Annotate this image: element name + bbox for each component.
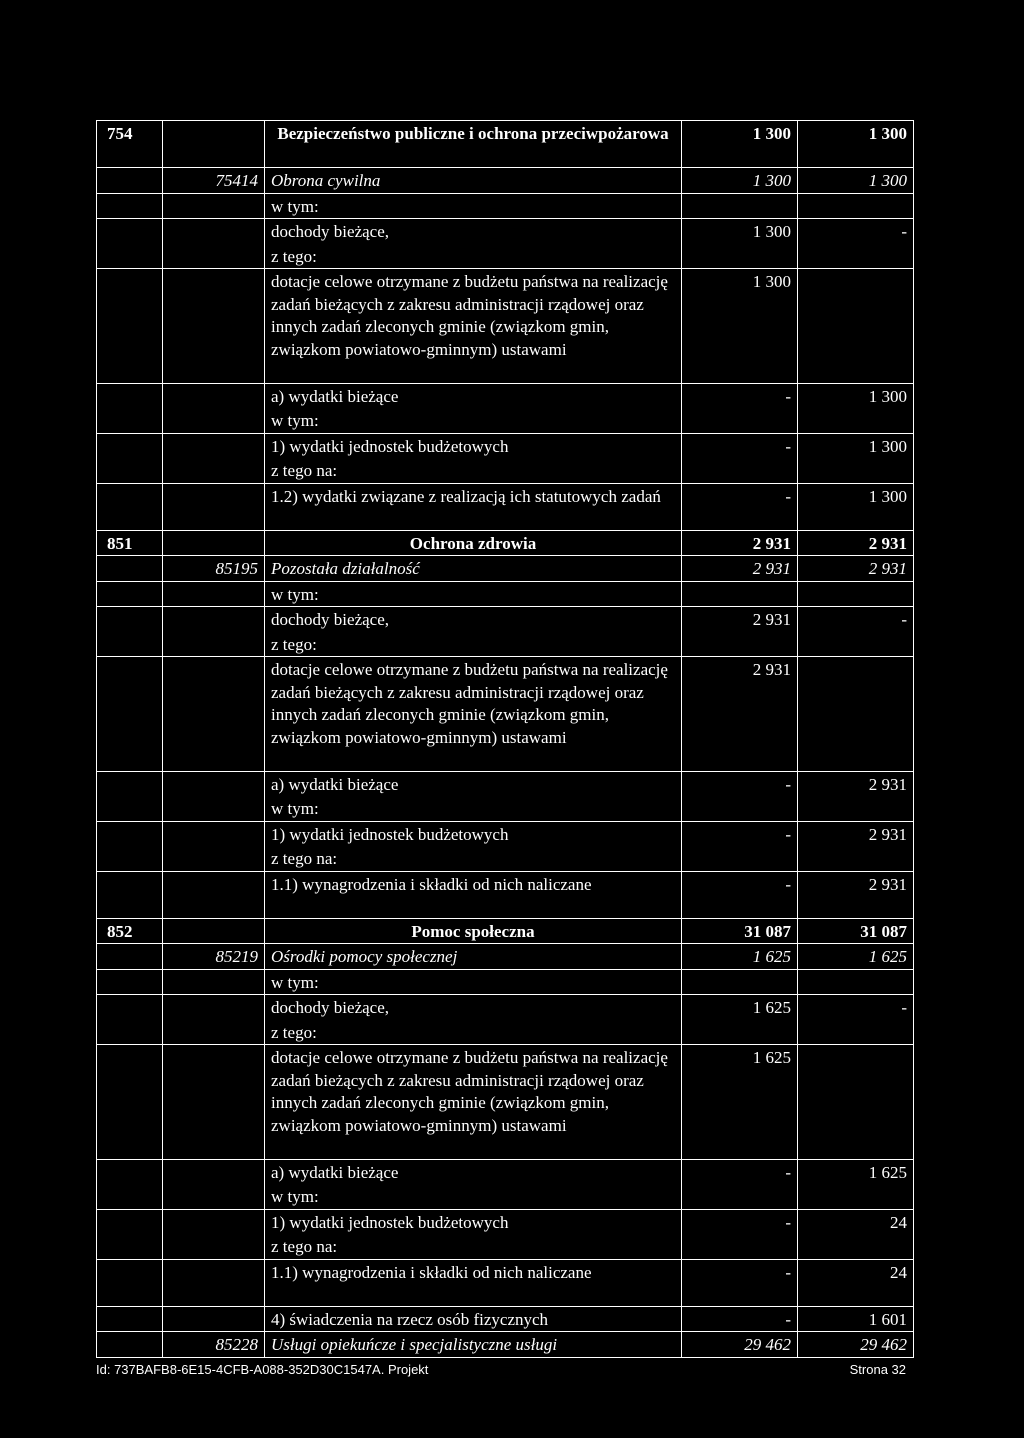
table-row xyxy=(97,1045,914,1160)
table-row xyxy=(97,771,914,796)
dzial-code-cell xyxy=(97,1234,163,1259)
rozdzial-code-cell xyxy=(163,846,265,871)
dzial-code-cell xyxy=(97,995,163,1020)
income-amount-cell: - xyxy=(682,1159,798,1184)
dzial-code-cell xyxy=(97,871,163,918)
subsection-row xyxy=(97,556,914,582)
expense-amount-cell xyxy=(798,657,914,772)
income-amount-cell xyxy=(682,581,798,607)
description-cell: dotacje celowe otrzymane z budżetu państwa na realizację zadań bieżących z zakresu administracji rządowej oraz innych zadań zleconych gminie (związkom gmin, związkom powiatowo-gminnym) ustawami xyxy=(265,269,682,384)
description-cell: 1.1) wynagrodzenia i składki od nich naliczane xyxy=(265,1259,682,1306)
description-cell: 1) wydatki jednostek budżetowych xyxy=(265,433,682,458)
table-row xyxy=(97,1306,914,1332)
description-cell: Bezpieczeństwo publiczne i ochrona przeciwpożarowa xyxy=(265,121,682,168)
dzial-code-cell xyxy=(97,269,163,384)
description-cell: z tego: xyxy=(265,244,682,269)
income-amount-cell: - xyxy=(682,871,798,918)
description-cell: 1.2) wydatki związane z realizacją ich statutowych zadań xyxy=(265,483,682,530)
income-amount-cell: - xyxy=(682,433,798,458)
rozdzial-code-cell xyxy=(163,607,265,632)
table-row xyxy=(97,244,914,269)
table-row xyxy=(97,433,914,458)
description-cell: dotacje celowe otrzymane z budżetu państwa na realizację zadań bieżących z zakresu administracji rządowej oraz innych zadań zleconych gminie (związkom gmin, związkom powiatowo-gminnym) ustawami xyxy=(265,1045,682,1160)
table-row xyxy=(97,821,914,846)
expense-amount-cell xyxy=(798,632,914,657)
rozdzial-code-cell xyxy=(163,383,265,408)
rozdzial-code-cell xyxy=(163,1259,265,1306)
dzial-code-cell xyxy=(97,969,163,995)
expense-amount-cell: - xyxy=(798,995,914,1020)
table-row xyxy=(97,581,914,607)
income-amount-cell: - xyxy=(682,383,798,408)
table-row xyxy=(97,219,914,244)
rozdzial-code-cell xyxy=(163,408,265,433)
dzial-code-cell xyxy=(97,1209,163,1234)
dzial-code-cell xyxy=(97,1259,163,1306)
expense-amount-cell xyxy=(798,1020,914,1045)
dzial-code-cell xyxy=(97,1020,163,1045)
income-amount-cell xyxy=(682,193,798,219)
budget-table-body xyxy=(97,121,914,1358)
dzial-code-cell xyxy=(97,607,163,632)
description-cell: Pozostała działalność xyxy=(265,556,682,582)
dzial-code-cell xyxy=(97,168,163,194)
expense-amount-cell xyxy=(798,458,914,483)
description-cell: 4) świadczenia na rzecz osób fizycznych xyxy=(265,1306,682,1332)
income-amount-cell: 1 625 xyxy=(682,995,798,1020)
rozdzial-code-cell xyxy=(163,581,265,607)
expense-amount-cell: - xyxy=(798,219,914,244)
expense-amount-cell xyxy=(798,846,914,871)
table-row xyxy=(97,458,914,483)
section-row xyxy=(97,121,914,168)
expense-amount-cell: 1 625 xyxy=(798,1159,914,1184)
expense-amount-cell: 2 931 xyxy=(798,771,914,796)
income-amount-cell: 31 087 xyxy=(682,918,798,944)
expense-amount-cell: 2 931 xyxy=(798,821,914,846)
table-row xyxy=(97,632,914,657)
dzial-code-cell xyxy=(97,1184,163,1209)
table-row xyxy=(97,1259,914,1306)
expense-amount-cell: 1 300 xyxy=(798,168,914,194)
description-cell: dotacje celowe otrzymane z budżetu państwa na realizację zadań bieżących z zakresu administracji rządowej oraz innych zadań zleconych gminie (związkom gmin, związkom powiatowo-gminnym) ustawami xyxy=(265,657,682,772)
dzial-code-cell xyxy=(97,1045,163,1160)
income-amount-cell xyxy=(682,969,798,995)
description-cell: Obrona cywilna xyxy=(265,168,682,194)
income-amount-cell xyxy=(682,1234,798,1259)
description-cell: 1.1) wynagrodzenia i składki od nich naliczane xyxy=(265,871,682,918)
income-amount-cell: 1 300 xyxy=(682,269,798,384)
dzial-code-cell xyxy=(97,433,163,458)
expense-amount-cell: - xyxy=(798,607,914,632)
income-amount-cell: 1 625 xyxy=(682,1045,798,1160)
budget-table xyxy=(96,120,914,1358)
description-cell: 1) wydatki jednostek budżetowych xyxy=(265,1209,682,1234)
expense-amount-cell xyxy=(798,244,914,269)
description-cell: z tego na: xyxy=(265,458,682,483)
dzial-code-cell xyxy=(97,581,163,607)
dzial-code-cell xyxy=(97,193,163,219)
rozdzial-code-cell xyxy=(163,632,265,657)
rozdzial-code-cell xyxy=(163,1306,265,1332)
rozdzial-code-cell xyxy=(163,530,265,556)
income-amount-cell: - xyxy=(682,1259,798,1306)
dzial-code-cell xyxy=(97,796,163,821)
dzial-code-cell: 754 xyxy=(97,121,163,168)
expense-amount-cell xyxy=(798,969,914,995)
dzial-code-cell xyxy=(97,458,163,483)
description-cell: a) wydatki bieżące xyxy=(265,771,682,796)
description-cell: Ochrona zdrowia xyxy=(265,530,682,556)
table-row xyxy=(97,871,914,918)
expense-amount-cell xyxy=(798,1234,914,1259)
expense-amount-cell xyxy=(798,408,914,433)
dzial-code-cell: 852 xyxy=(97,918,163,944)
description-cell: z tego na: xyxy=(265,1234,682,1259)
income-amount-cell: 1 300 xyxy=(682,121,798,168)
description-cell: a) wydatki bieżące xyxy=(265,1159,682,1184)
rozdzial-code-cell xyxy=(163,269,265,384)
rozdzial-code-cell xyxy=(163,483,265,530)
rozdzial-code-cell xyxy=(163,1020,265,1045)
income-amount-cell xyxy=(682,1020,798,1045)
subsection-row xyxy=(97,1332,914,1358)
expense-amount-cell: 1 300 xyxy=(798,121,914,168)
table-row xyxy=(97,657,914,772)
dzial-code-cell xyxy=(97,556,163,582)
rozdzial-code-cell: 75414 xyxy=(163,168,265,194)
rozdzial-code-cell xyxy=(163,871,265,918)
income-amount-cell xyxy=(682,244,798,269)
description-cell: w tym: xyxy=(265,1184,682,1209)
income-amount-cell xyxy=(682,1184,798,1209)
subsection-row xyxy=(97,944,914,970)
rozdzial-code-cell xyxy=(163,657,265,772)
expense-amount-cell: 1 300 xyxy=(798,383,914,408)
income-amount-cell: 2 931 xyxy=(682,657,798,772)
income-amount-cell: - xyxy=(682,1306,798,1332)
subsection-row xyxy=(97,168,914,194)
rozdzial-code-cell xyxy=(163,1234,265,1259)
rozdzial-code-cell xyxy=(163,193,265,219)
rozdzial-code-cell xyxy=(163,918,265,944)
income-amount-cell xyxy=(682,796,798,821)
income-amount-cell: - xyxy=(682,483,798,530)
table-row xyxy=(97,846,914,871)
expense-amount-cell xyxy=(798,581,914,607)
dzial-code-cell: 851 xyxy=(97,530,163,556)
page-number: Strona 32 xyxy=(849,1362,906,1377)
expense-amount-cell: 2 931 xyxy=(798,530,914,556)
income-amount-cell: 1 300 xyxy=(682,168,798,194)
section-row xyxy=(97,530,914,556)
dzial-code-cell xyxy=(97,1306,163,1332)
rozdzial-code-cell xyxy=(163,458,265,483)
rozdzial-code-cell xyxy=(163,995,265,1020)
description-cell: w tym: xyxy=(265,408,682,433)
rozdzial-code-cell xyxy=(163,1045,265,1160)
description-cell: dochody bieżące, xyxy=(265,607,682,632)
description-cell: a) wydatki bieżące xyxy=(265,383,682,408)
description-cell: z tego na: xyxy=(265,846,682,871)
dzial-code-cell xyxy=(97,821,163,846)
expense-amount-cell xyxy=(798,1045,914,1160)
description-cell: z tego: xyxy=(265,632,682,657)
table-row xyxy=(97,995,914,1020)
rozdzial-code-cell xyxy=(163,219,265,244)
income-amount-cell: 2 931 xyxy=(682,556,798,582)
rozdzial-code-cell xyxy=(163,244,265,269)
table-row xyxy=(97,383,914,408)
dzial-code-cell xyxy=(97,1332,163,1358)
dzial-code-cell xyxy=(97,944,163,970)
table-row xyxy=(97,408,914,433)
rozdzial-code-cell: 85228 xyxy=(163,1332,265,1358)
income-amount-cell: 2 931 xyxy=(682,530,798,556)
dzial-code-cell xyxy=(97,219,163,244)
expense-amount-cell: 2 931 xyxy=(798,556,914,582)
dzial-code-cell xyxy=(97,657,163,772)
expense-amount-cell: 31 087 xyxy=(798,918,914,944)
expense-amount-cell: 24 xyxy=(798,1209,914,1234)
table-row xyxy=(97,1159,914,1184)
expense-amount-cell: 2 931 xyxy=(798,871,914,918)
dzial-code-cell xyxy=(97,408,163,433)
dzial-code-cell xyxy=(97,632,163,657)
rozdzial-code-cell: 85195 xyxy=(163,556,265,582)
table-row xyxy=(97,193,914,219)
income-amount-cell xyxy=(682,458,798,483)
table-row xyxy=(97,1209,914,1234)
rozdzial-code-cell xyxy=(163,433,265,458)
table-row xyxy=(97,607,914,632)
expense-amount-cell: 24 xyxy=(798,1259,914,1306)
dzial-code-cell xyxy=(97,846,163,871)
table-row xyxy=(97,483,914,530)
income-amount-cell: 29 462 xyxy=(682,1332,798,1358)
description-cell: Usługi opiekuńcze i specjalistyczne usługi xyxy=(265,1332,682,1358)
expense-amount-cell: 1 300 xyxy=(798,483,914,530)
rozdzial-code-cell xyxy=(163,771,265,796)
description-cell: Ośrodki pomocy społecznej xyxy=(265,944,682,970)
rozdzial-code-cell xyxy=(163,1184,265,1209)
income-amount-cell xyxy=(682,408,798,433)
description-cell: w tym: xyxy=(265,581,682,607)
dzial-code-cell xyxy=(97,383,163,408)
table-row xyxy=(97,969,914,995)
description-cell: dochody bieżące, xyxy=(265,995,682,1020)
rozdzial-code-cell xyxy=(163,121,265,168)
income-amount-cell: - xyxy=(682,821,798,846)
description-cell: Pomoc społeczna xyxy=(265,918,682,944)
dzial-code-cell xyxy=(97,244,163,269)
description-cell: w tym: xyxy=(265,193,682,219)
rozdzial-code-cell: 85219 xyxy=(163,944,265,970)
income-amount-cell: 2 931 xyxy=(682,607,798,632)
table-row xyxy=(97,1020,914,1045)
income-amount-cell: - xyxy=(682,771,798,796)
description-cell: w tym: xyxy=(265,796,682,821)
expense-amount-cell xyxy=(798,193,914,219)
expense-amount-cell xyxy=(798,269,914,384)
expense-amount-cell: 1 625 xyxy=(798,944,914,970)
income-amount-cell xyxy=(682,632,798,657)
description-cell: z tego: xyxy=(265,1020,682,1045)
description-cell: w tym: xyxy=(265,969,682,995)
section-row xyxy=(97,918,914,944)
expense-amount-cell: 1 601 xyxy=(798,1306,914,1332)
dzial-code-cell xyxy=(97,771,163,796)
income-amount-cell: 1 625 xyxy=(682,944,798,970)
description-cell: 1) wydatki jednostek budżetowych xyxy=(265,821,682,846)
table-row xyxy=(97,1184,914,1209)
income-amount-cell: 1 300 xyxy=(682,219,798,244)
expense-amount-cell: 29 462 xyxy=(798,1332,914,1358)
rozdzial-code-cell xyxy=(163,821,265,846)
table-row xyxy=(97,269,914,384)
income-amount-cell xyxy=(682,846,798,871)
dzial-code-cell xyxy=(97,1159,163,1184)
rozdzial-code-cell xyxy=(163,1159,265,1184)
description-cell: dochody bieżące, xyxy=(265,219,682,244)
income-amount-cell: - xyxy=(682,1209,798,1234)
table-row xyxy=(97,1234,914,1259)
expense-amount-cell xyxy=(798,1184,914,1209)
dzial-code-cell xyxy=(97,483,163,530)
table-row xyxy=(97,796,914,821)
expense-amount-cell: 1 300 xyxy=(798,433,914,458)
expense-amount-cell xyxy=(798,796,914,821)
rozdzial-code-cell xyxy=(163,969,265,995)
rozdzial-code-cell xyxy=(163,796,265,821)
rozdzial-code-cell xyxy=(163,1209,265,1234)
document-id: Id: 737BAFB8-6E15-4CFB-A088-352D30C1547A. Projekt xyxy=(96,1362,429,1377)
